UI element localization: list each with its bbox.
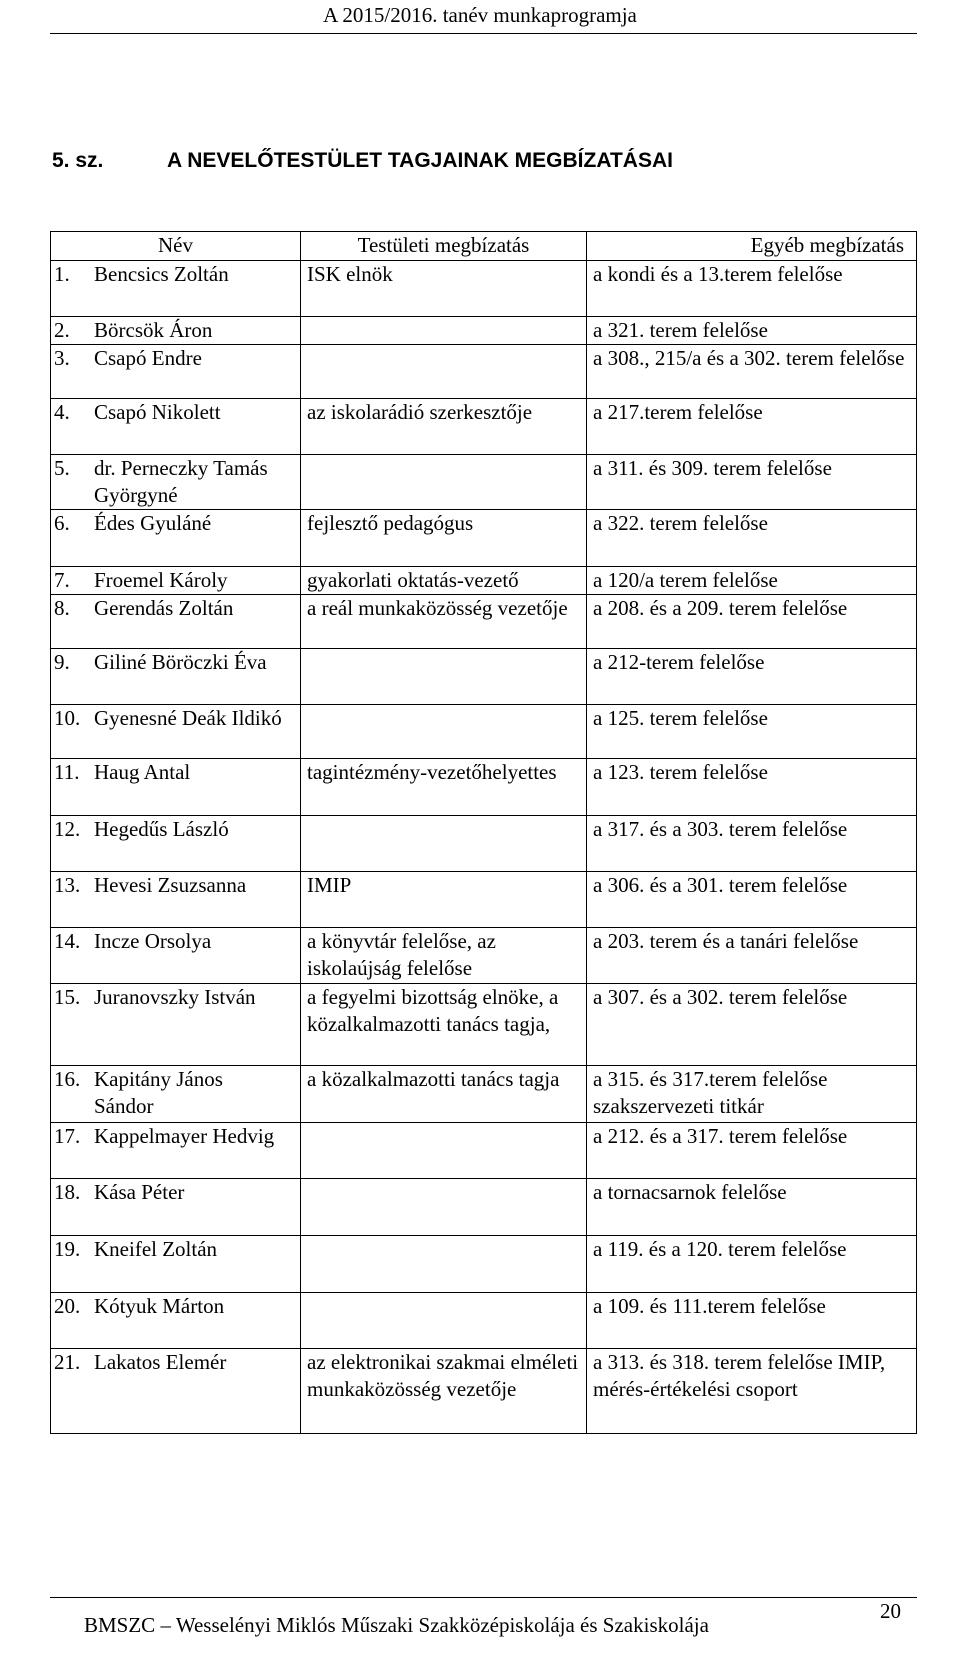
other-assignment-cell: a 317. és a 303. terem felelőse <box>587 816 917 872</box>
other-assignment-cell: a 119. és a 120. terem felelőse <box>587 1236 917 1293</box>
member-name-cell <box>51 1236 301 1293</box>
other-assignment-cell: a 203. terem és a tanári felelőse <box>587 928 917 984</box>
board-assignment-cell: fejlesztő pedagógus <box>301 510 587 567</box>
board-assignment-cell: IMIP <box>301 872 587 928</box>
member-name: Hegedűs László <box>94 817 229 841</box>
member-name-cell <box>51 1293 301 1349</box>
row-number: 11. <box>54 760 80 784</box>
member-name-cell <box>51 705 301 759</box>
other-assignment-cell: a 307. és a 302. terem felelőse <box>587 984 917 1066</box>
board-assignment-cell: a könyvtár felelőse, az iskolaújság felelőse <box>301 928 587 984</box>
row-number: 12. <box>54 817 81 841</box>
table-row <box>51 1236 917 1293</box>
column-header-name: Név <box>51 232 301 261</box>
member-name-cell <box>51 928 301 984</box>
row-number: 17. <box>54 1124 81 1148</box>
board-assignment-cell: tagintézmény-vezetőhelyettes <box>301 759 587 816</box>
table-row <box>51 1123 917 1179</box>
table-row <box>51 872 917 928</box>
assignment-table <box>50 231 917 1434</box>
member-name: Froemel Károly <box>94 568 228 592</box>
other-assignment-cell: a 315. és 317.terem felelőse szakszervezeti titkár <box>587 1066 917 1123</box>
section-heading: A NEVELŐTESTÜLET TAGJAINAK MEGBÍZATÁSAI <box>167 149 673 172</box>
table-row <box>51 928 917 984</box>
section-title <box>52 148 673 174</box>
member-name: Kappelmayer Hedvig <box>94 1124 275 1148</box>
row-number: 10. <box>54 706 81 730</box>
table-row <box>51 759 917 816</box>
row-number: 20. <box>54 1294 81 1318</box>
table-row <box>51 261 917 317</box>
other-assignment-cell: a 313. és 318. terem felelőse IMIP, mérés-értékelési csoport <box>587 1349 917 1434</box>
member-name: dr. Perneczky Tamás Györgyné <box>94 456 268 507</box>
other-assignment-cell: a 125. terem felelőse <box>587 705 917 759</box>
row-number: 7. <box>54 568 70 592</box>
member-name-cell <box>51 649 301 705</box>
other-assignment-cell: a 208. és a 209. terem felelőse <box>587 595 917 649</box>
other-assignment-cell: a kondi és a 13.terem felelőse <box>587 261 917 317</box>
document-header: A 2015/2016. tanév munkaprogramja <box>323 3 637 27</box>
member-name: Juranovszky István <box>94 985 256 1009</box>
other-assignment-cell: a 308., 215/a és a 302. terem felelőse <box>587 345 917 399</box>
member-name: Gerendás Zoltán <box>94 596 234 620</box>
member-name: Kapitány János Sándor <box>94 1067 223 1118</box>
table-row <box>51 984 917 1066</box>
member-name-cell <box>51 984 301 1066</box>
member-name: Csapó Endre <box>94 346 202 370</box>
member-name-cell <box>51 759 301 816</box>
board-assignment-cell <box>301 705 587 759</box>
other-assignment-cell: a 321. terem felelőse <box>587 317 917 345</box>
row-number: 2. <box>54 318 70 342</box>
table-row <box>51 816 917 872</box>
table-row <box>51 399 917 455</box>
member-name-cell <box>51 345 301 399</box>
other-assignment-cell: a 120/a terem felelőse <box>587 567 917 595</box>
member-name: Csapó Nikolett <box>94 400 221 424</box>
table-row <box>51 1179 917 1236</box>
other-assignment-cell: a 123. terem felelőse <box>587 759 917 816</box>
member-name: Bencsics Zoltán <box>94 262 229 286</box>
member-name-cell <box>51 399 301 455</box>
table-row <box>51 1066 917 1123</box>
board-assignment-cell <box>301 1293 587 1349</box>
page-number: 20 <box>880 1599 901 1623</box>
member-name-cell <box>51 872 301 928</box>
member-name: Haug Antal <box>94 760 191 784</box>
board-assignment-cell <box>301 649 587 705</box>
board-assignment-cell <box>301 1123 587 1179</box>
member-name: Giliné Böröczki Éva <box>94 650 267 674</box>
board-assignment-cell: ISK elnök <box>301 261 587 317</box>
table-row <box>51 455 917 510</box>
row-number: 18. <box>54 1180 81 1204</box>
table-header-row <box>51 232 917 261</box>
column-header-other: Egyéb megbízatás <box>587 232 917 261</box>
other-assignment-cell: a 311. és 309. terem felelőse <box>587 455 917 510</box>
board-assignment-cell <box>301 317 587 345</box>
row-number: 5. <box>54 456 70 480</box>
section-number: 5. sz. <box>52 149 104 172</box>
board-assignment-cell <box>301 816 587 872</box>
footer-rule <box>50 1597 917 1598</box>
member-name-cell <box>51 1123 301 1179</box>
row-number: 21. <box>54 1350 81 1374</box>
other-assignment-cell: a 306. és a 301. terem felelőse <box>587 872 917 928</box>
table-row <box>51 567 917 595</box>
member-name-cell <box>51 595 301 649</box>
board-assignment-cell: az iskolarádió szerkesztője <box>301 399 587 455</box>
board-assignment-cell: gyakorlati oktatás-vezető <box>301 567 587 595</box>
table-row <box>51 649 917 705</box>
other-assignment-cell: a 212-terem felelőse <box>587 649 917 705</box>
other-assignment-cell: a 109. és 111.terem felelőse <box>587 1293 917 1349</box>
column-header-role: Testületi megbízatás <box>301 232 587 261</box>
row-number: 16. <box>54 1067 81 1091</box>
row-number: 15. <box>54 985 81 1009</box>
other-assignment-cell: a 217.terem felelőse <box>587 399 917 455</box>
board-assignment-cell: a fegyelmi bizottság elnöke, a közalkalmazotti tanács tagja, <box>301 984 587 1066</box>
row-number: 1. <box>54 262 70 286</box>
member-name-cell <box>51 261 301 317</box>
board-assignment-cell: a közalkalmazotti tanács tagja <box>301 1066 587 1123</box>
member-name: Lakatos Elemér <box>94 1350 227 1374</box>
row-number: 4. <box>54 400 70 424</box>
member-name: Hevesi Zsuzsanna <box>94 873 247 897</box>
table-row <box>51 1349 917 1434</box>
row-number: 13. <box>54 873 81 897</box>
member-name-cell <box>51 317 301 345</box>
row-number: 3. <box>54 346 70 370</box>
row-number: 6. <box>54 511 70 535</box>
row-number: 9. <box>54 650 70 674</box>
other-assignment-cell: a 212. és a 317. terem felelőse <box>587 1123 917 1179</box>
board-assignment-cell <box>301 1179 587 1236</box>
table-row <box>51 510 917 567</box>
member-name-cell <box>51 1179 301 1236</box>
member-name-cell <box>51 1349 301 1434</box>
member-name: Gyenesné Deák Ildikó <box>94 706 282 730</box>
board-assignment-cell <box>301 455 587 510</box>
board-assignment-cell <box>301 1236 587 1293</box>
row-number: 19. <box>54 1237 81 1261</box>
member-name-cell <box>51 455 301 510</box>
member-name-cell <box>51 1066 301 1123</box>
table-row <box>51 345 917 399</box>
member-name-cell <box>51 567 301 595</box>
member-name-cell <box>51 816 301 872</box>
member-name: Édes Gyuláné <box>94 511 212 535</box>
table-row <box>51 705 917 759</box>
board-assignment-cell <box>301 345 587 399</box>
other-assignment-cell: a tornacsarnok felelőse <box>587 1179 917 1236</box>
table-row <box>51 317 917 345</box>
member-name: Kneifel Zoltán <box>94 1237 218 1261</box>
other-assignment-cell: a 322. terem felelőse <box>587 510 917 567</box>
member-name: Kótyuk Márton <box>94 1294 225 1318</box>
member-name-cell <box>51 510 301 567</box>
row-number: 14. <box>54 929 81 953</box>
header-rule <box>50 33 917 34</box>
member-name: Kása Péter <box>94 1180 185 1204</box>
board-assignment-cell: az elektronikai szakmai elméleti munkaközösség vezetője <box>301 1349 587 1434</box>
row-number: 8. <box>54 596 70 620</box>
member-name: Börcsök Áron <box>94 318 213 342</box>
board-assignment-cell: a reál munkaközösség vezetője <box>301 595 587 649</box>
table-row <box>51 1293 917 1349</box>
table-row <box>51 595 917 649</box>
footer-school: BMSZC – Wesselényi Miklós Műszaki Szakközépiskolája és Szakiskolája <box>84 1613 709 1637</box>
member-name: Incze Orsolya <box>94 929 212 953</box>
